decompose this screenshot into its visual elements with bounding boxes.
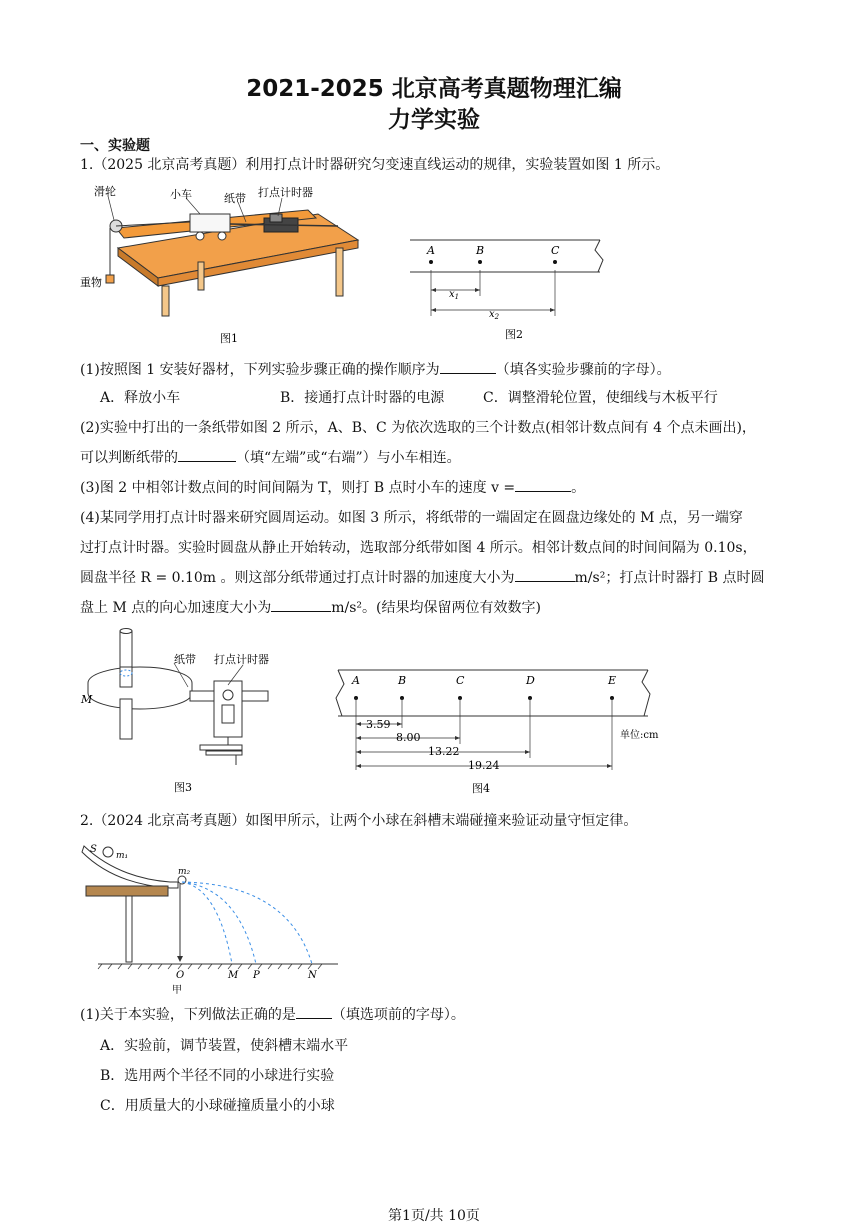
q2-option-a: A．实验前，调节装置，使斜槽末端水平 bbox=[100, 1038, 349, 1054]
fig4-unit: 单位:cm bbox=[620, 730, 659, 741]
q1-part4-line3: 圆盘半径 R = 0.10m 。则这部分纸带通过打点计时器的加速度大小为 m/s²；打点计时器打 B 点时圆 bbox=[80, 570, 765, 586]
fig4-dist-ab: 3.59 bbox=[366, 718, 391, 731]
figure-2-tape bbox=[405, 230, 610, 345]
fig4-dist-ac: 8.00 bbox=[396, 731, 421, 744]
figure-3-disc bbox=[78, 625, 288, 795]
fig2-point-b bbox=[478, 260, 482, 264]
fig2-caption: 图2 bbox=[505, 328, 523, 341]
q1-option-a: A．释放小车 bbox=[100, 390, 181, 406]
fig4-label-e: E bbox=[608, 674, 617, 687]
fig4-label-b: B bbox=[398, 674, 407, 687]
fig1-label-timer: 打点计时器 bbox=[258, 186, 313, 199]
fig1-caption: 图1 bbox=[220, 332, 238, 345]
fig1-label-cart: 小车 bbox=[170, 188, 192, 201]
page-subtitle: 力学实验 bbox=[388, 107, 480, 133]
fig2-point-c bbox=[553, 260, 557, 264]
fig1-label-weight: 重物 bbox=[80, 276, 102, 289]
q2-part1: (1)关于本实验，下列做法正确的是 （填选项前的字母）。 bbox=[80, 1007, 465, 1023]
fig3-label-m: M bbox=[81, 693, 93, 706]
fig2-x1: x bbox=[449, 289, 455, 300]
fig2-x1-sub: 1 bbox=[454, 293, 460, 301]
q1-part2-line2: 可以判断纸带的 （填“左端”或“右端”）与小车相连。 bbox=[80, 450, 461, 466]
jia-caption: 甲 bbox=[172, 985, 182, 996]
jia-label-m1: m₁ bbox=[116, 851, 129, 861]
q1-option-b: B．接通打点计时器的电源 bbox=[280, 390, 445, 406]
fig4-dist-ae: 19.24 bbox=[468, 759, 500, 772]
jia-label-o: O bbox=[176, 970, 185, 981]
fig4-label-a: A bbox=[352, 674, 360, 687]
svg-text:x1 bbox=[449, 289, 459, 301]
q1-part4-line1: (4)某同学用打点计时器来研究圆周运动。如图 3 所示，将纸带的一端固定在圆盘边缘处的 M 点，另一端穿 bbox=[80, 510, 743, 526]
figure-1-apparatus bbox=[78, 180, 368, 350]
svg-text:x2 bbox=[489, 309, 500, 321]
q1-part1: (1)按照图 1 安装好器材，下列实验步骤正确的操作顺序为 （填各实验步骤前的字母）。 bbox=[80, 362, 671, 378]
figure-jia-collision bbox=[78, 838, 348, 996]
q1-part4-line4: 盘上 M 点的向心加速度大小为 m/s²。(结果均保留两位有效数字) bbox=[80, 600, 541, 616]
section-heading: 一、实验题 bbox=[80, 138, 150, 154]
fig2-label-a: A bbox=[427, 244, 435, 257]
fig3-label-tape: 纸带 bbox=[174, 653, 196, 666]
figure-4-tape bbox=[330, 668, 670, 796]
fig2-x2: x bbox=[489, 309, 495, 320]
fig2-point-a bbox=[429, 260, 433, 264]
page-footer: 第1页/共 10页 bbox=[388, 1208, 480, 1224]
q1-part2-line1: (2)实验中打出的一条纸带如图 2 所示，A、B、C 为依次选取的三个计数点(相邻计数点间有 4 个点未画出)， bbox=[80, 420, 756, 436]
fig1-label-pulley: 滑轮 bbox=[94, 185, 116, 198]
fig4-caption: 图4 bbox=[472, 782, 490, 795]
fig4-dist-ad: 13.22 bbox=[428, 745, 460, 758]
question-2-stem: 2.（2024 北京高考真题）如图甲所示，让两个小球在斜槽末端碰撞来验证动量守恒定律。 bbox=[80, 813, 638, 829]
q1-part4-line2: 过打点计时器。实验时圆盘从静止开始转动，选取部分纸带如图 4 所示。相邻计数点间的时间间隔为 0.10s， bbox=[80, 540, 757, 556]
jia-label-m: M bbox=[228, 970, 239, 981]
q2-option-b: B．选用两个半径不同的小球进行实验 bbox=[100, 1068, 335, 1084]
page-title: 2021-2025 北京高考真题物理汇编 bbox=[246, 76, 622, 102]
fig3-label-timer: 打点计时器 bbox=[214, 653, 269, 666]
fig4-label-d: D bbox=[526, 674, 535, 687]
fig4-label-c: C bbox=[456, 674, 465, 687]
q2-option-c: C．用质量大的小球碰撞质量小的小球 bbox=[100, 1098, 335, 1114]
jia-label-p: P bbox=[253, 970, 260, 981]
jia-label-m2: m₂ bbox=[178, 867, 191, 877]
fig1-label-tape: 纸带 bbox=[224, 192, 246, 205]
jia-label-n: N bbox=[308, 970, 317, 981]
fig3-caption: 图3 bbox=[174, 781, 192, 794]
question-1-stem: 1.（2025 北京高考真题）利用打点计时器研究匀变速直线运动的规律，实验装置如图 1 所示。 bbox=[80, 157, 670, 173]
jia-label-s: S bbox=[90, 844, 97, 855]
fig2-label-b: B bbox=[476, 244, 485, 257]
q1-option-c: C．调整滑轮位置，使细线与木板平行 bbox=[483, 390, 718, 406]
fig2-x2-sub: 2 bbox=[494, 313, 500, 321]
fig2-label-c: C bbox=[551, 244, 560, 257]
q1-part3: (3)图 2 中相邻计数点间的时间间隔为 T，则打 B 点时小车的速度 v = 。 bbox=[80, 480, 586, 496]
